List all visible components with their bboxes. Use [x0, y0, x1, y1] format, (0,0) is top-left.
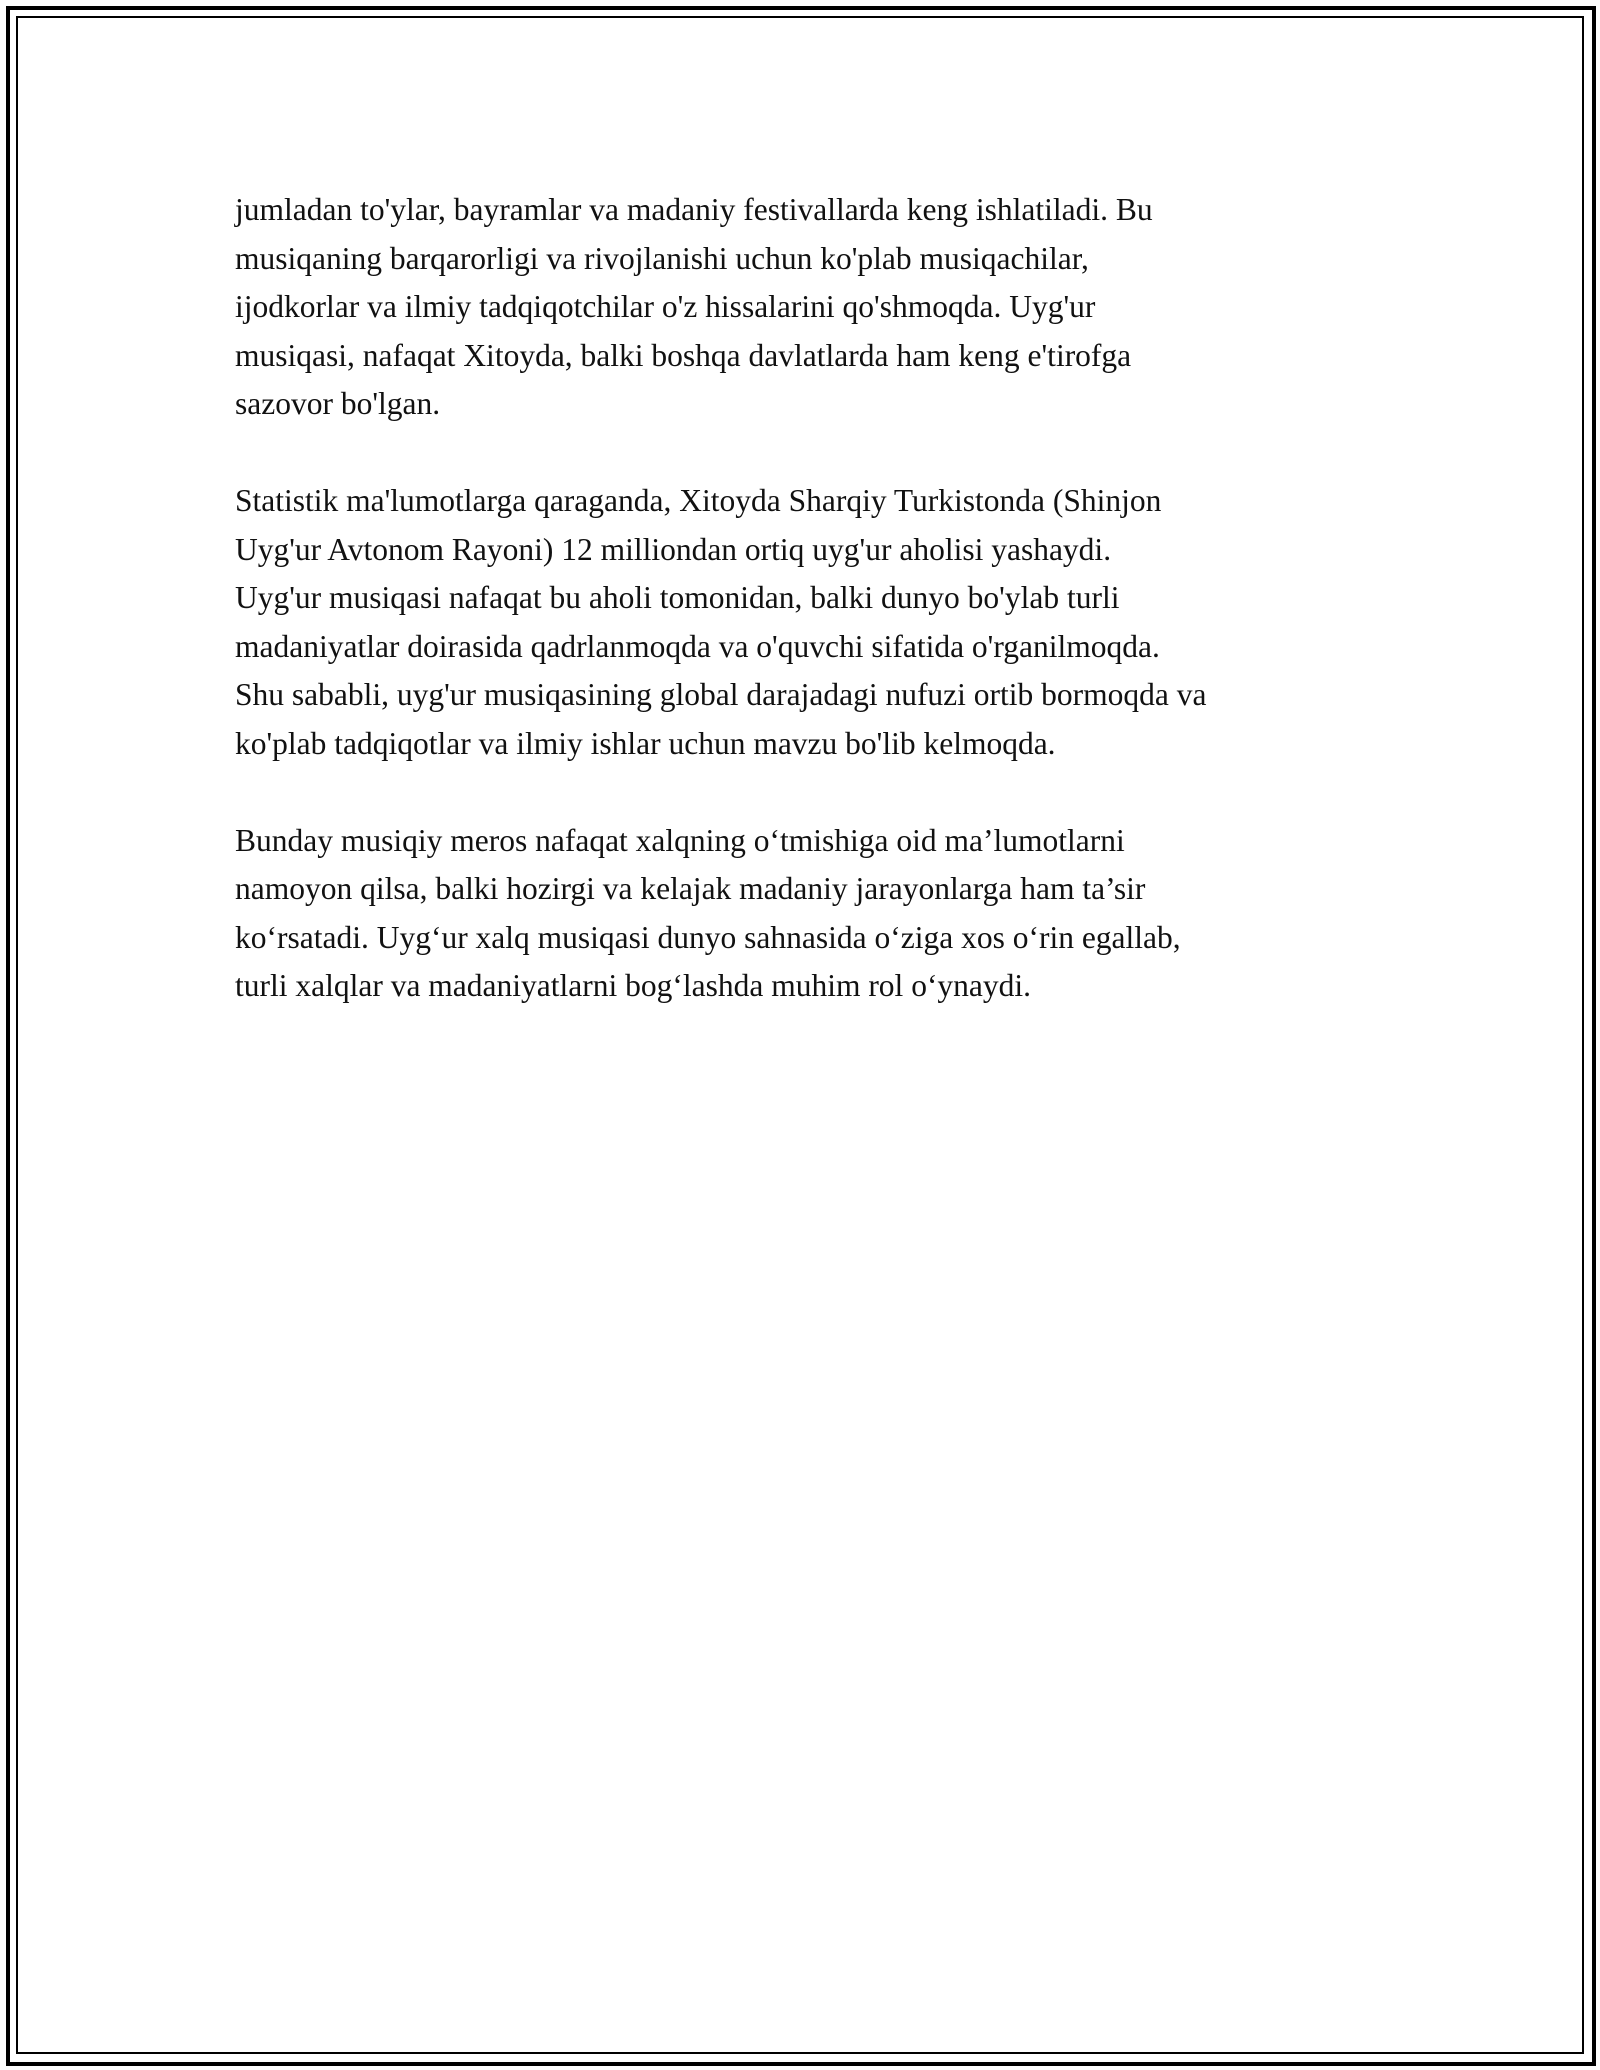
paragraph-2	[235, 477, 1415, 768]
text-line: madaniyatlar doirasida qadrlanmoqda va o'quvchi sifatida o'rganilmoqda.	[235, 628, 1160, 664]
text-line: namoyon qilsa, balki hozirgi va kelajak madaniy jarayonlarga ham ta’sir	[235, 871, 1146, 906]
paragraph-1	[235, 186, 1415, 429]
text-line: sazovor bo'lgan.	[235, 386, 441, 421]
text-line: turli xalqlar va madaniyatlarni bog‘lashda muhim rol o‘ynaydi.	[235, 968, 1032, 1003]
document-body	[235, 186, 1415, 1059]
text-line: jumladan to'ylar, bayramlar va madaniy festivallarda keng ishlatiladi. Bu	[235, 192, 1153, 227]
text-line: Statistik ma'lumotlarga qaraganda, Xitoyda Sharqiy Turkistonda (Shinjon	[235, 483, 1162, 518]
text-line: ko‘rsatadi. Uyg‘ur xalq musiqasi dunyo sahnasida o‘ziga xos o‘rin egallab,	[235, 919, 1181, 955]
text-line: Uyg'ur Avtonom Rayoni) 12 milliondan ortiq uyg'ur aholisi yashaydi.	[235, 531, 1112, 567]
paragraph-3	[235, 817, 1415, 1011]
text-line: musiqaning barqarorligi va rivojlanishi uchun ko'plab musiqachilar,	[235, 240, 1089, 276]
text-line: ijodkorlar va ilmiy tadqiqotchilar o'z hissalarini qo'shmoqda. Uyg'ur	[235, 289, 1096, 324]
text-line: ko'plab tadqiqotlar va ilmiy ishlar uchun mavzu bo'lib kelmoqda.	[235, 725, 1056, 761]
text-line: Bunday musiqiy meros nafaqat xalqning o‘tmishiga oid ma’lumotlarni	[235, 822, 1125, 858]
text-line: Uyg'ur musiqasi nafaqat bu aholi tomonidan, balki dunyo bo'ylab turli	[235, 580, 1120, 615]
text-line: musiqasi, nafaqat Xitoyda, balki boshqa davlatlarda ham keng e'tirofga	[235, 337, 1132, 373]
text-line: Shu sababli, uyg'ur musiqasining global darajadagi nufuzi ortib bormoqda va	[235, 677, 1207, 712]
